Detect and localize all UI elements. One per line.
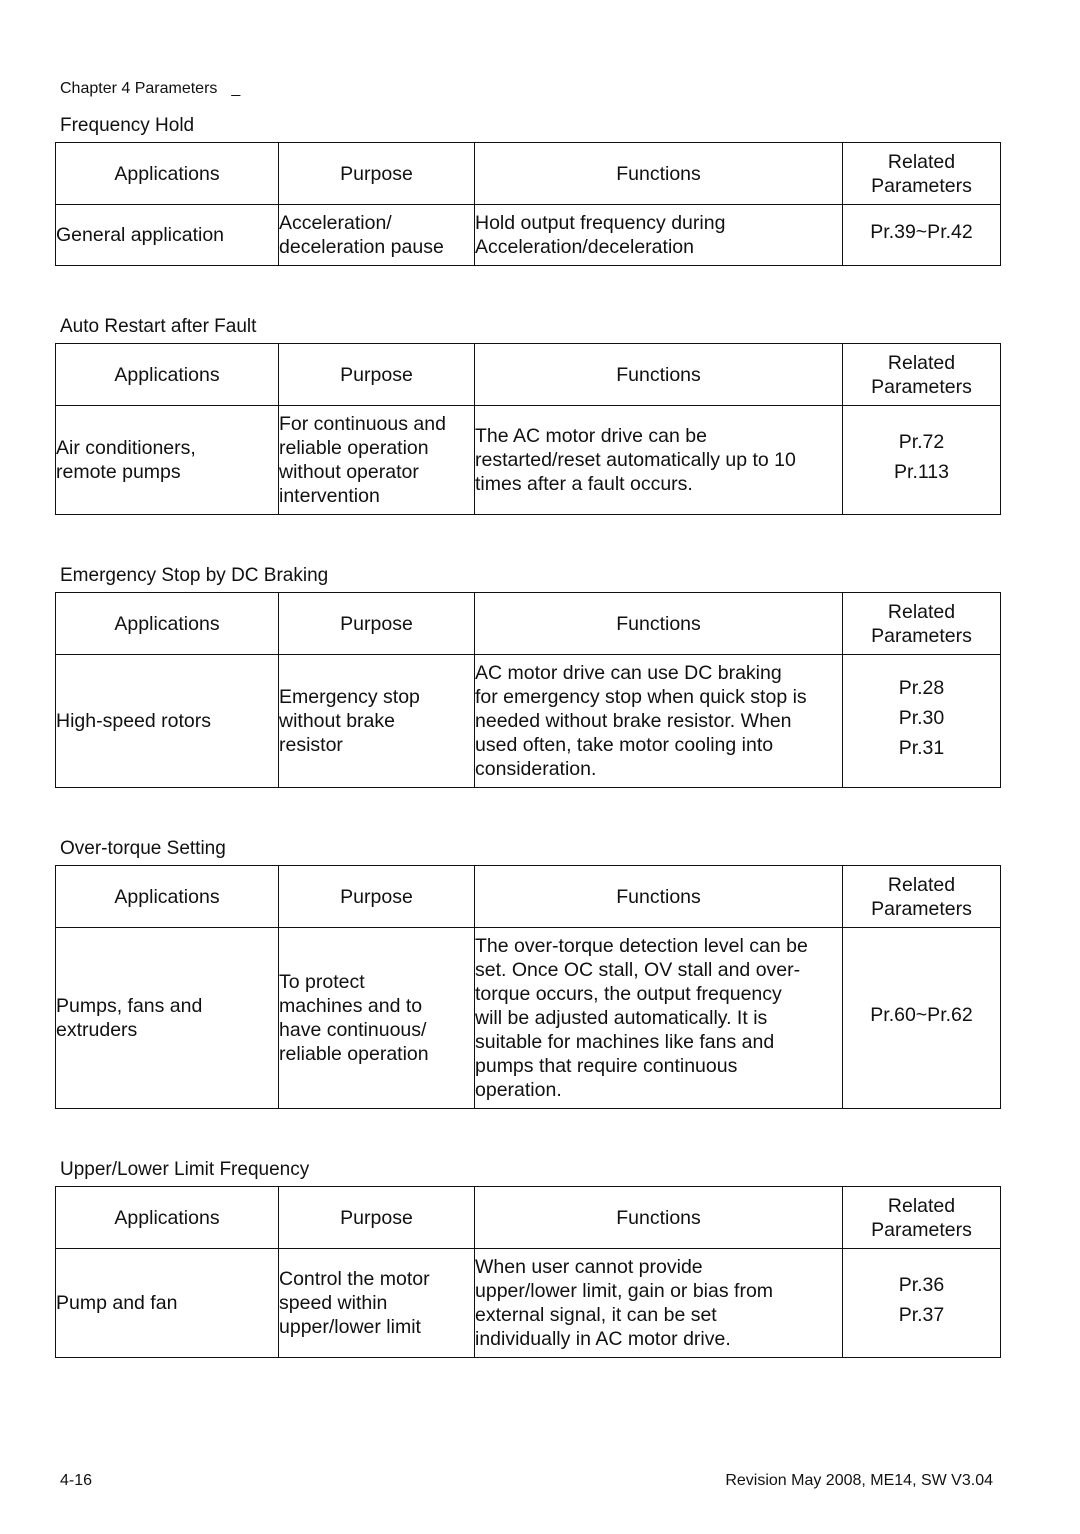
cell-line: Pr.30 [898, 707, 945, 729]
table-row [56, 1249, 1001, 1358]
table-row [56, 928, 1001, 1109]
cell-line: Emergency stop [279, 686, 420, 708]
header-related-parameters [843, 1187, 1001, 1249]
table-header-row [56, 1187, 1001, 1249]
cell-functions [475, 1249, 843, 1358]
header-purpose: Purpose [279, 593, 475, 655]
cell-line: The AC motor drive can be [475, 425, 707, 447]
cell-functions [475, 928, 843, 1109]
cell-line: without brake [279, 710, 395, 732]
header-purpose: Purpose [279, 866, 475, 928]
header-related-line: Parameters [871, 174, 972, 197]
header-applications: Applications [56, 866, 279, 928]
header-applications: Applications [56, 593, 279, 655]
cell-line: upper/lower limit [279, 1316, 421, 1338]
cell-line: suitable for machines like fans and [475, 1031, 775, 1053]
cell-line: Pr.60~Pr.62 [870, 1004, 973, 1026]
header-related-line: Parameters [871, 624, 972, 647]
parameter-table [55, 592, 1001, 788]
cell-related-parameters [843, 406, 1001, 515]
section-title: Upper/Lower Limit Frequency [60, 1159, 310, 1180]
cell-applications [56, 205, 279, 266]
cell-line: Pr.36 [898, 1274, 945, 1296]
cell-line: Pr.72 [898, 431, 945, 453]
header-related-parameters [843, 344, 1001, 406]
cell-line: High-speed rotors [56, 710, 211, 732]
header-applications: Applications [56, 1187, 279, 1249]
cell-line: Pump and fan [56, 1292, 178, 1314]
cell-line: Pr.37 [898, 1304, 945, 1326]
table-row [56, 655, 1001, 788]
table-header-row [56, 866, 1001, 928]
cell-functions [475, 205, 843, 266]
cell-applications [56, 1249, 279, 1358]
chapter-title: Chapter 4 Parameters [60, 80, 218, 97]
parameter-table [55, 865, 1001, 1109]
cell-line: The over-torque detection level can be [475, 935, 808, 957]
cell-related-parameters [843, 928, 1001, 1109]
header-purpose: Purpose [279, 344, 475, 406]
cell-line: For continuous and [279, 413, 446, 435]
cell-line: without operator [279, 461, 419, 483]
cell-line: reliable operation [279, 437, 429, 459]
cell-related-parameters [843, 205, 1001, 266]
cell-line: operation. [475, 1079, 562, 1101]
cell-line: Acceleration/ [279, 212, 392, 234]
cell-line: When user cannot provide [475, 1256, 703, 1278]
cell-line: pumps that require continuous [475, 1055, 738, 1077]
revision-text: Revision May 2008, ME14, SW V3.04 [725, 1472, 993, 1489]
header-functions: Functions [475, 866, 843, 928]
cell-line: reliable operation [279, 1043, 429, 1065]
table-header-row [56, 143, 1001, 205]
header-related-parameters [843, 143, 1001, 205]
parameter-table [55, 142, 1001, 266]
cell-line: upper/lower limit, gain or bias from [475, 1280, 774, 1302]
cell-line: Control the motor [279, 1268, 430, 1290]
cell-applications [56, 655, 279, 788]
cell-line: speed within [279, 1292, 388, 1314]
cell-functions [475, 406, 843, 515]
chapter-header [60, 80, 240, 98]
cell-related-parameters [843, 1249, 1001, 1358]
header-related-line: Related [887, 1194, 956, 1217]
header-functions: Functions [475, 1187, 843, 1249]
table-header-row [56, 593, 1001, 655]
header-related-line: Related [887, 351, 956, 374]
section-title: Over-torque Setting [60, 838, 226, 859]
cell-line: intervention [279, 485, 380, 507]
cell-line: consideration. [475, 758, 597, 780]
cell-line: used often, take motor cooling into [475, 734, 774, 756]
cell-line: Pr.113 [894, 461, 949, 483]
cell-line: Pr.28 [898, 677, 945, 699]
section-title: Emergency Stop by DC Braking [60, 565, 329, 586]
header-related-line: Related [887, 873, 956, 896]
header-applications: Applications [56, 143, 279, 205]
cell-line: Pr.31 [898, 737, 945, 759]
parameter-table [55, 343, 1001, 515]
header-related-line: Parameters [871, 375, 972, 398]
cell-line: Pumps, fans and [56, 995, 203, 1017]
cell-line: times after a fault occurs. [475, 473, 693, 495]
table-row [56, 205, 1001, 266]
cell-line: torque occurs, the output frequency [475, 983, 782, 1005]
header-related-line: Parameters [871, 1218, 972, 1241]
section-title: Frequency Hold [60, 115, 195, 136]
section-title: Auto Restart after Fault [60, 316, 257, 337]
header-related-line: Parameters [871, 897, 972, 920]
parameter-table [55, 1186, 1001, 1358]
cell-line: restarted/reset automatically up to 10 [475, 449, 796, 471]
header-functions: Functions [475, 143, 843, 205]
cell-line: needed without brake resistor. When [475, 710, 792, 732]
header-applications: Applications [56, 344, 279, 406]
header-related-parameters [843, 593, 1001, 655]
cell-line: remote pumps [56, 461, 181, 483]
header-related-line: Related [887, 150, 956, 173]
cell-line: To protect [279, 971, 365, 993]
cell-purpose [279, 928, 475, 1109]
cell-purpose [279, 205, 475, 266]
cell-line: have continuous/ [279, 1019, 427, 1041]
cell-applications [56, 406, 279, 515]
table-row [56, 406, 1001, 515]
header-underscore: _ [231, 80, 241, 97]
cell-line: for emergency stop when quick stop is [475, 686, 807, 708]
cell-applications [56, 928, 279, 1109]
cell-line: Acceleration/deceleration [475, 236, 694, 258]
cell-line: individually in AC motor drive. [475, 1328, 731, 1350]
header-functions: Functions [475, 344, 843, 406]
cell-related-parameters [843, 655, 1001, 788]
cell-purpose [279, 1249, 475, 1358]
table-header-row [56, 344, 1001, 406]
page-number: 4-16 [60, 1472, 93, 1489]
header-purpose: Purpose [279, 143, 475, 205]
cell-line: resistor [279, 734, 343, 756]
header-functions: Functions [475, 593, 843, 655]
header-related-line: Related [887, 600, 956, 623]
cell-line: Pr.39~Pr.42 [870, 221, 973, 243]
cell-line: General application [56, 224, 225, 246]
cell-line: Air conditioners, [56, 437, 196, 459]
cell-line: will be adjusted automatically. It is [475, 1007, 768, 1029]
header-related-parameters [843, 866, 1001, 928]
cell-line: machines and to [279, 995, 423, 1017]
header-purpose: Purpose [279, 1187, 475, 1249]
cell-line: Hold output frequency during [475, 212, 726, 234]
cell-line: AC motor drive can use DC braking [475, 662, 782, 684]
cell-line: external signal, it can be set [475, 1304, 717, 1326]
cell-line: extruders [56, 1019, 138, 1041]
cell-purpose [279, 406, 475, 515]
cell-line: set. Once OC stall, OV stall and over- [475, 959, 801, 981]
cell-purpose [279, 655, 475, 788]
cell-line: deceleration pause [279, 236, 444, 258]
cell-functions [475, 655, 843, 788]
